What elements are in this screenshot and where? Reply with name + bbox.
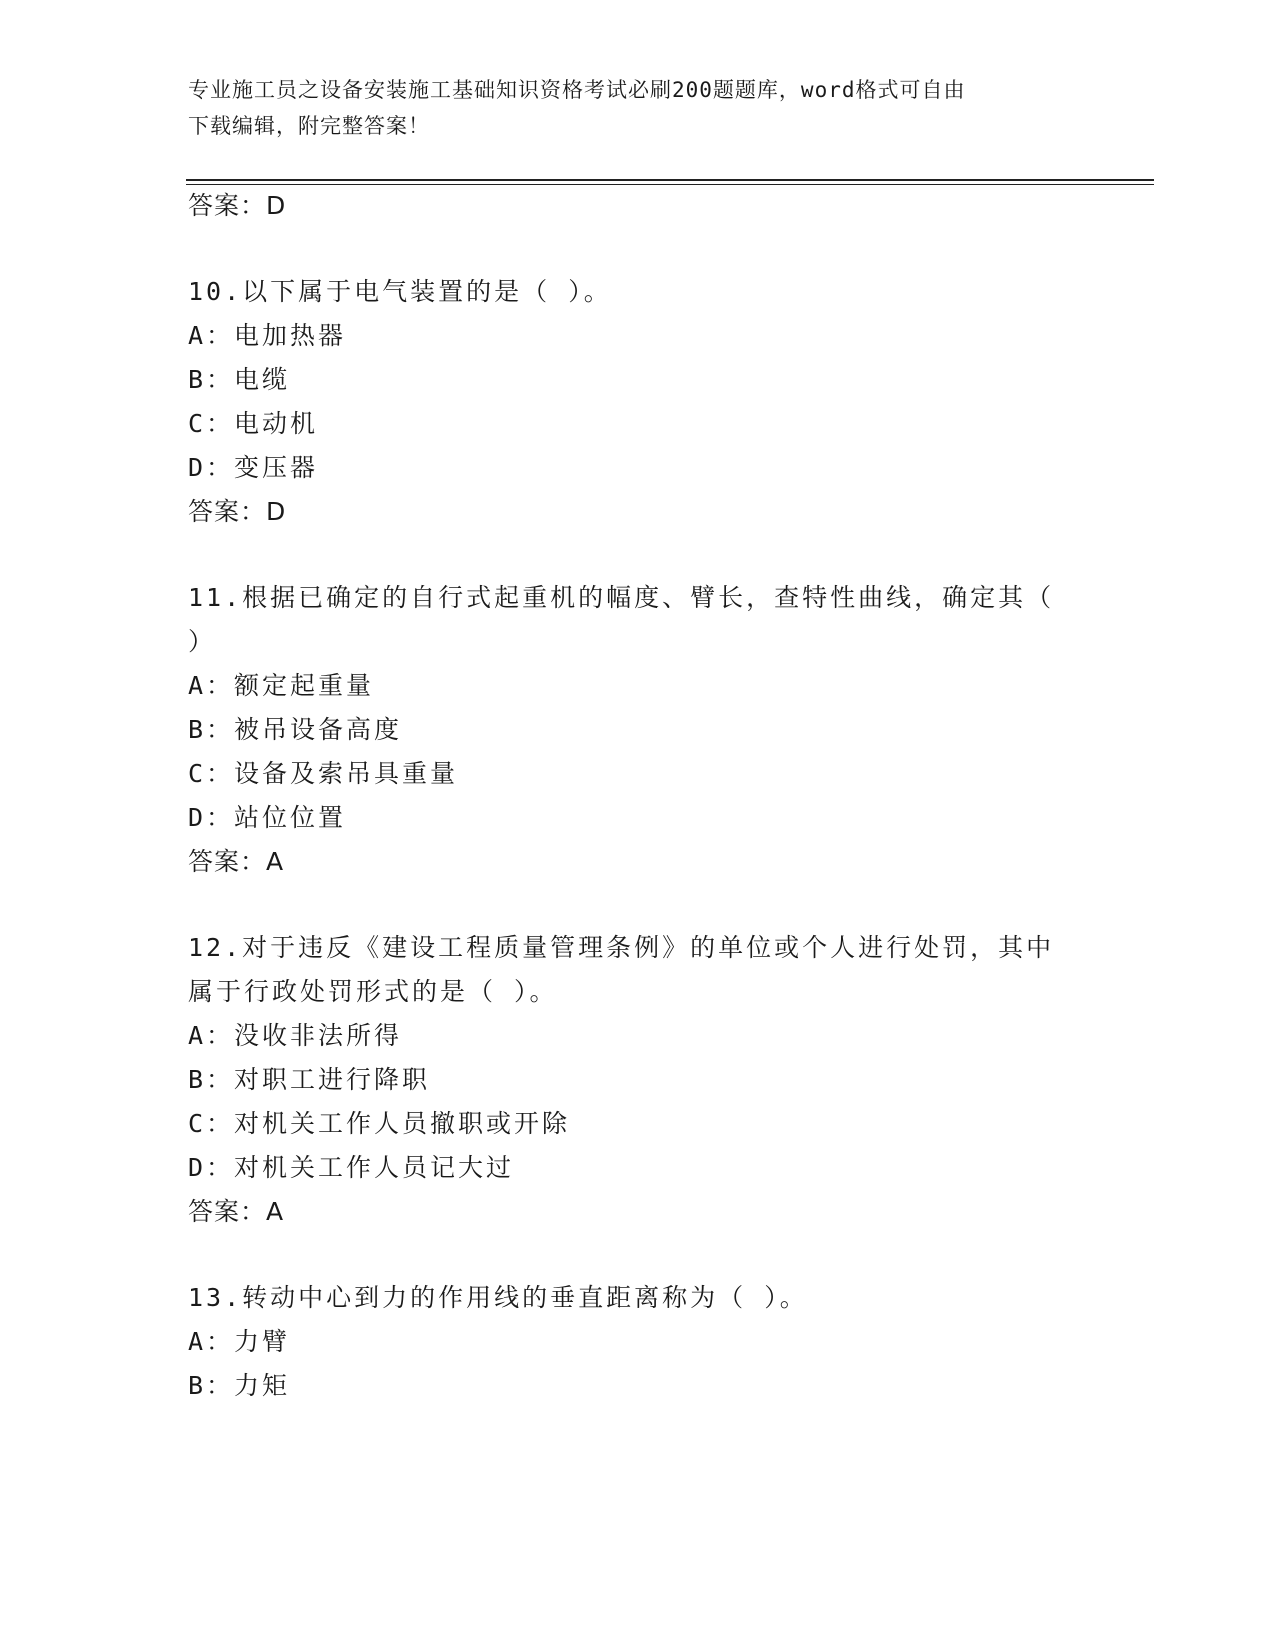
- question-10-answer: 答案：D: [188, 497, 287, 526]
- question-10-option-b: B：电缆: [188, 365, 291, 394]
- question-10-option-a: A：电加热器: [188, 321, 347, 350]
- question-13-option-b: B：力矩: [188, 1371, 291, 1400]
- question-10-option-c: C：电动机: [188, 409, 319, 438]
- answer-q9: 答案：D: [188, 191, 287, 220]
- question-12-answer: 答案：A: [188, 1197, 285, 1226]
- question-11-answer: 答案：A: [188, 847, 285, 876]
- question-11-stem-line-2: ）: [188, 627, 217, 656]
- question-12-option-b: B：对职工进行降职: [188, 1065, 431, 1094]
- question-10-option-d: D：变压器: [188, 453, 319, 482]
- question-11-option-d: D：站位位置: [188, 803, 347, 832]
- question-11-option-a: A：额定起重量: [188, 671, 375, 700]
- header-divider-thin: [186, 184, 1154, 185]
- question-10-stem: 10.以下属于电气装置的是（ ）。: [188, 277, 612, 306]
- question-13-stem: 13.转动中心到力的作用线的垂直距离称为（ ）。: [188, 1283, 808, 1312]
- question-12-option-c: C：对机关工作人员撤职或开除: [188, 1109, 571, 1138]
- question-12-stem-line-2: 属于行政处罚形式的是（ ）。: [188, 977, 558, 1006]
- question-12-option-a: A：没收非法所得: [188, 1021, 403, 1050]
- header-title-line-2: 下载编辑，附完整答案！: [188, 114, 430, 138]
- header-title-line-1: 专业施工员之设备安装施工基础知识资格考试必刷200题题库，word格式可自由: [188, 78, 966, 102]
- question-11-stem-line-1: 11.根据已确定的自行式起重机的幅度、臂长，查特性曲线，确定其（: [188, 583, 1055, 612]
- question-12-option-d: D：对机关工作人员记大过: [188, 1153, 515, 1182]
- document-header: [188, 72, 1088, 144]
- question-11-option-c: C：设备及索吊具重量: [188, 759, 459, 788]
- question-12-stem-line-1: 12.对于违反《建设工程质量管理条例》的单位或个人进行处罚，其中: [188, 933, 1055, 962]
- question-11-option-b: B：被吊设备高度: [188, 715, 403, 744]
- header-divider-thick: [186, 179, 1154, 181]
- question-13-option-a: A：力臂: [188, 1327, 291, 1356]
